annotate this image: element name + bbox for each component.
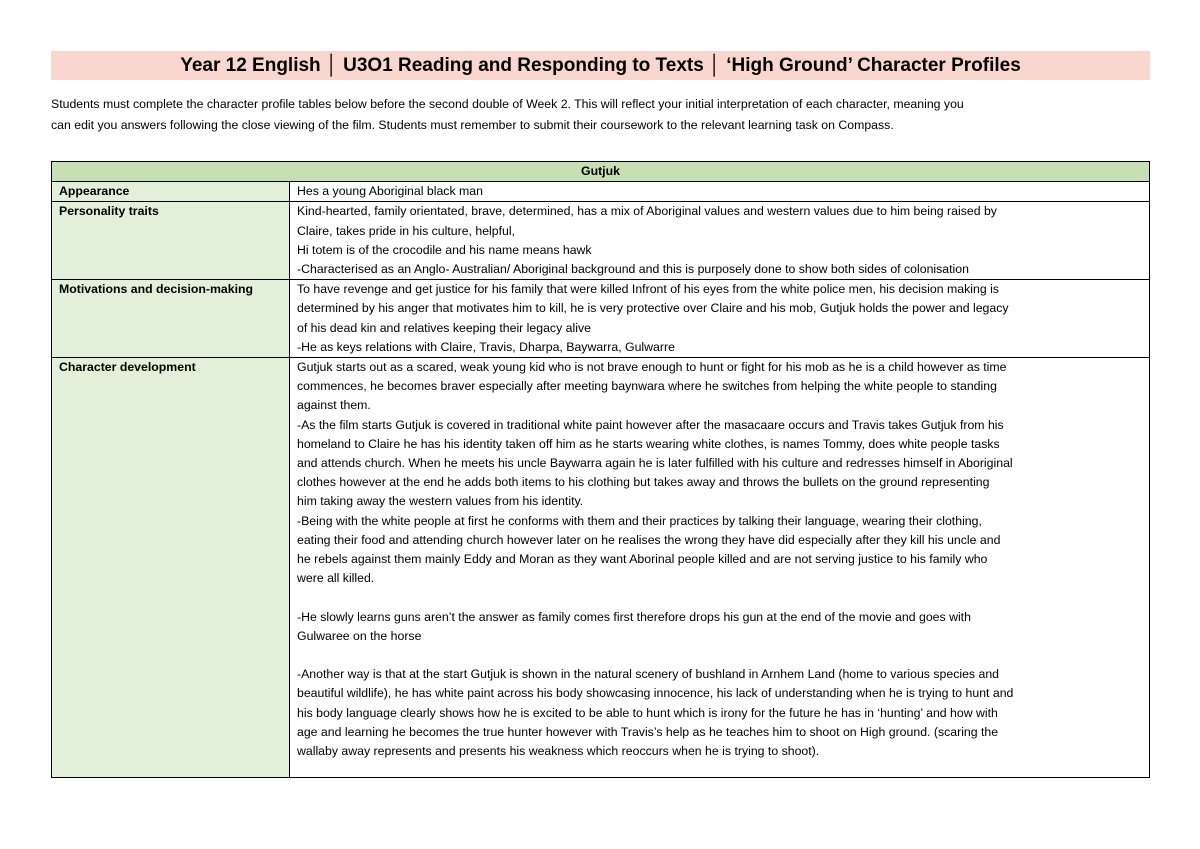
text-line: wallaby away represents and presents his weakness which reoccurs when he is trying to shoot). <box>297 744 820 759</box>
character-profile-table <box>51 161 1150 778</box>
text-line: against them. <box>297 398 371 413</box>
intro-paragraph <box>51 94 1151 136</box>
text-line: -He slowly learns guns aren’t the answer as family comes first therefore drops his gun at the end of the movie and goes with <box>297 609 971 624</box>
text-line: his body language clearly shows how he is excited to be able to hunt which is irony for the future he has in ‘hunting’ and how with <box>297 705 998 720</box>
text-line: To have revenge and get justice for his family that were killed Infront of his eyes from the white police men, his decision making is <box>297 282 999 297</box>
text-line: determined by his anger that motivates him to kill, he is very protective over Claire and his mob, Gutjuk holds the power and legacy <box>297 301 1009 316</box>
text-line: eating their food and attending church however later on he realises the wrong they have did especially after they kill his uncle and <box>297 532 1001 547</box>
row-label-personality: Personality traits <box>52 202 290 280</box>
text-line: him taking away the western values from his identity. <box>297 494 584 509</box>
page-title-text: Year 12 English │ U3O1 Reading and Responding to Texts │ ‘High Ground’ Character Profiles <box>180 54 1021 76</box>
text-line: clothes however at the end he adds both items to his clothing but takes away and throws the bullets on the ground representing <box>297 475 990 490</box>
text-line: Kind-hearted, family orientated, brave, determined, has a mix of Aboriginal values and western values due to him being raised by <box>297 204 997 219</box>
text-line: -Being with the white people at first he conforms with them and their practices by talking their language, wearing their clothing, <box>297 513 982 528</box>
table-row-motivations <box>52 280 1150 358</box>
text-line: of his dead kin and relatives keeping their legacy alive <box>297 320 591 335</box>
text-line: commences, he becomes braver especially after meeting baynwara where he switches from helping the white people to standing <box>297 379 997 394</box>
row-value-motivations <box>290 280 1150 358</box>
text-line: -As the film starts Gutjuk is covered in traditional white paint however after the masacaare occurs and Travis takes Gutjuk from his <box>297 417 1004 432</box>
row-label-motivations: Motivations and decision-making <box>52 280 290 358</box>
paragraph-gap <box>297 588 1142 607</box>
text-line: -Characterised as an Anglo- Australian/ Aboriginal background and this is purposely done to show both sides of colonisation <box>297 262 969 277</box>
row-value-appearance <box>290 182 1150 202</box>
table-row-personality <box>52 202 1150 280</box>
text-line: age and learning he becomes the true hunter however with Travis’s help as he teaches him to shoot on High ground. (scaring the <box>297 724 999 739</box>
table-header-row <box>52 162 1150 182</box>
paragraph-gap <box>297 646 1142 665</box>
row-value-personality <box>290 202 1150 280</box>
text-line: Gulwaree on the horse <box>297 628 422 643</box>
text-line: -He as keys relations with Claire, Travis, Dharpa, Baywarra, Gulwarre <box>297 339 675 354</box>
intro-line: Students must complete the character profile tables below before the second double of Week 2. This will reflect your initial interpretation of each character, meaning you <box>51 97 964 111</box>
table-row-development <box>52 358 1150 778</box>
table-row-appearance <box>52 182 1150 202</box>
text-line: and attends church. When he meets his uncle Baywarra again he is later fulfilled with his culture and redresses himself in Aboriginal <box>297 456 1013 471</box>
intro-line: can edit you answers following the close viewing of the film. Students must remember to submit their coursework to the relevant learning task on Compass. <box>51 118 894 132</box>
text-line: Gutjuk starts out as a scared, weak young kid who is not brave enough to hunt or fight for his mob as he is a child however as time <box>297 360 1007 375</box>
text-line: Claire, takes pride in his culture, helpful, <box>297 223 516 238</box>
character-name-header: Gutjuk <box>52 162 1150 182</box>
text-line: -Another way is that at the start Gutjuk is shown in the natural scenery of bushland in Arnhem Land (home to various species and <box>297 667 999 682</box>
text-line: he rebels against them mainly Eddy and Moran as they want Aborinal people killed and are not serving justice to his family who <box>297 552 988 567</box>
text-line: beautiful wildlife), he has white paint across his body showcasing innocence, his lack of understanding when he is trying to hunt and <box>297 686 1014 701</box>
page-title <box>51 51 1150 80</box>
row-label-development: Character development <box>52 358 290 778</box>
text-line: Hes a young Aboriginal black man <box>297 184 483 199</box>
row-label-appearance: Appearance <box>52 182 290 202</box>
row-value-development <box>290 358 1150 778</box>
text-line: Hi totem is of the crocodile and his name means hawk <box>297 242 592 257</box>
text-line: were all killed. <box>297 571 375 586</box>
text-line: homeland to Claire he has his identity taken off him as he starts wearing white clothes, is names Tommy, does white people tasks <box>297 436 1000 451</box>
